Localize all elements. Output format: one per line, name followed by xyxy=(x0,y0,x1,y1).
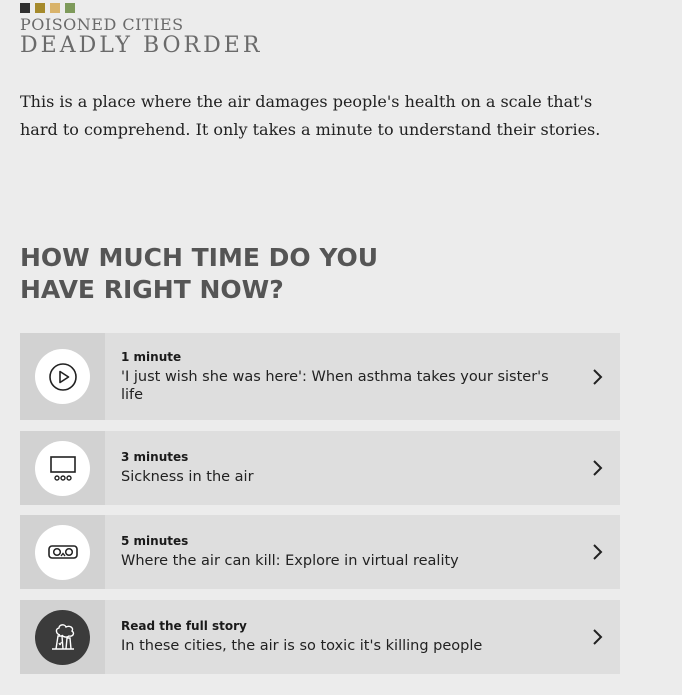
option-full-story[interactable] xyxy=(20,600,620,674)
chevron-right-icon xyxy=(592,628,604,646)
option-text xyxy=(105,600,620,674)
option-duration: 1 minute xyxy=(121,349,182,364)
chevron-right-icon xyxy=(592,543,604,561)
option-description: Sickness in the air xyxy=(121,469,254,485)
series-kicker: POISONED CITIES xyxy=(20,15,184,34)
brand-square xyxy=(50,3,60,13)
option-description: Where the air can kill: Explore in virtual reality xyxy=(121,553,459,569)
option-icon-panel xyxy=(20,600,105,674)
vr-headset-icon xyxy=(47,537,79,567)
option-duration: Read the full story xyxy=(121,619,247,633)
icon-circle xyxy=(35,610,90,665)
brand-square xyxy=(35,3,45,13)
option-5-minutes[interactable] xyxy=(20,515,620,589)
option-text xyxy=(105,515,620,589)
option-description: In these cities, the air is so toxic it's killing people xyxy=(121,638,483,654)
smokestack-icon xyxy=(46,622,80,652)
time-question-heading: HOW MUCH TIME DO YOU HAVE RIGHT NOW? xyxy=(20,243,379,304)
option-duration: 3 minutes xyxy=(121,450,189,464)
option-icon-panel xyxy=(20,515,105,589)
option-icon-panel xyxy=(20,431,105,505)
option-3-minutes[interactable] xyxy=(20,431,620,505)
intro-paragraph: This is a place where the air damages people's health on a scale that's hard to comprehend. It only takes a minute to understand their stories. xyxy=(20,92,601,139)
play-icon xyxy=(48,362,78,392)
chevron-right-icon xyxy=(592,459,604,477)
icon-circle xyxy=(35,441,90,496)
icon-circle xyxy=(35,349,90,404)
brand-square xyxy=(65,3,75,13)
page-title: DEADLY BORDER xyxy=(20,33,263,58)
option-1-minute[interactable] xyxy=(20,333,620,420)
chevron-right-icon xyxy=(592,368,604,386)
option-description: 'I just wish she was here': When asthma takes your sister's life xyxy=(121,368,549,403)
slideshow-icon xyxy=(48,453,78,483)
option-icon-panel xyxy=(20,333,105,420)
option-duration: 5 minutes xyxy=(121,534,189,548)
option-text xyxy=(105,333,620,420)
icon-circle xyxy=(35,525,90,580)
brand-square xyxy=(20,3,30,13)
option-text xyxy=(105,431,620,505)
brand-squares xyxy=(20,3,75,13)
